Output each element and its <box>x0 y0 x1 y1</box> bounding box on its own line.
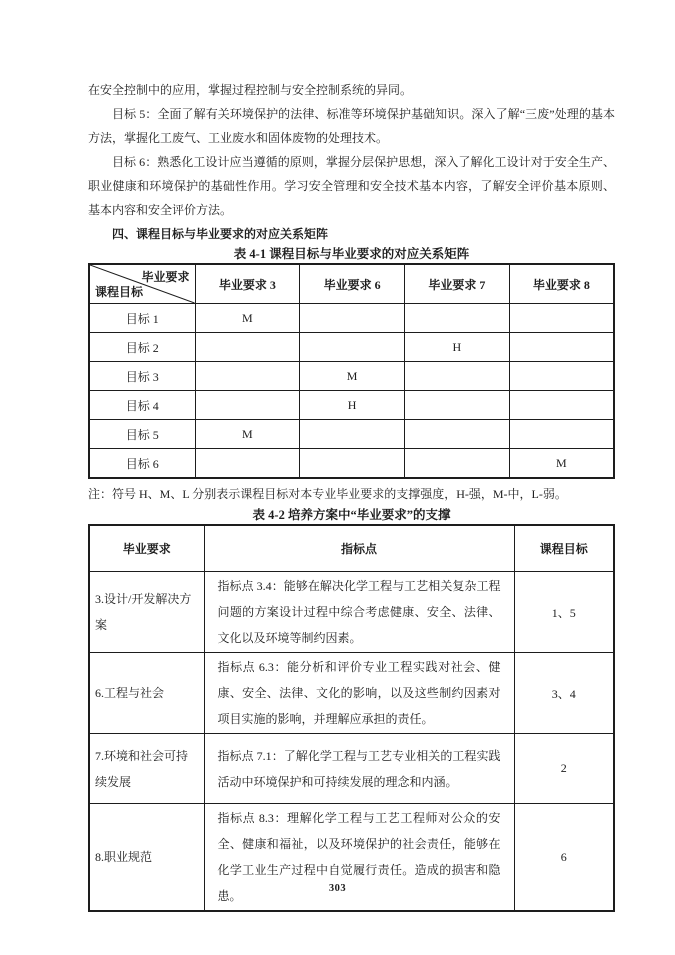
matrix-cell <box>509 391 614 420</box>
paragraph-goal-6: 目标 6：熟悉化工设计应当遵循的原则，掌握分层保护思想，深入了解化工设计对于安全生产、职业健康和环境保护的基础性作用。学习安全管理和安全技术基本内容，了解安全评价基本原则、基本内容和安全评价方法。 <box>88 155 615 217</box>
requirement-cell: 8.职业规范 <box>89 804 204 912</box>
goal-row-label: 目标 3 <box>89 362 195 391</box>
indicator-cell: 指标点 7.1：了解化学工程与工艺专业相关的工程实践活动中环境保护和可持续发展的理念和内涵。 <box>204 734 514 804</box>
matrix-cell <box>195 333 300 362</box>
matrix-cell <box>300 420 405 449</box>
table1-column-header: 毕业要求 7 <box>405 264 510 304</box>
course-goals-cell: 6 <box>514 804 614 912</box>
page-number: 303 <box>328 883 347 894</box>
table2-title: 表 4-2 培养方案中“毕业要求”的支撑 <box>252 508 451 522</box>
table1-header-row <box>89 264 614 304</box>
matrix-cell <box>509 304 614 333</box>
goal-row-label: 目标 1 <box>89 304 195 333</box>
table1-column-header: 毕业要求 3 <box>195 264 300 304</box>
matrix-cell <box>509 333 614 362</box>
matrix-cell: M <box>300 362 405 391</box>
paragraph-continuation: 在安全控制中的应用，掌握过程控制与安全控制系统的异同。 <box>88 83 413 97</box>
indicator-cell: 指标点 3.4：能够在解决化学工程与工艺相关复杂工程问题的方案设计过程中综合考虑健康、安全、法律、文化以及环境等制约因素。 <box>204 572 514 653</box>
matrix-cell <box>405 362 510 391</box>
matrix-cell <box>405 420 510 449</box>
corner-label-bottom: 课程目标 <box>95 285 144 299</box>
requirement-cell: 3.设计/开发解决方案 <box>89 572 204 653</box>
matrix-cell <box>405 391 510 420</box>
table2-column-header: 课程目标 <box>514 525 614 572</box>
course-goals-cell: 1、5 <box>514 572 614 653</box>
indicator-cell: 指标点 8.3：理解化学工程与工艺工程师对公众的安全、健康和福祉，以及环境保护的社会责任，能够在化学工业生产过程中自觉履行责任。造成的损害和隐患。 <box>204 804 514 912</box>
matrix-cell <box>300 304 405 333</box>
page-content <box>88 78 615 912</box>
matrix-cell <box>195 449 300 479</box>
table-row <box>89 304 614 333</box>
table-row <box>89 734 614 804</box>
matrix-cell <box>405 304 510 333</box>
table1-column-header: 毕业要求 6 <box>300 264 405 304</box>
table1-column-header: 毕业要求 8 <box>509 264 614 304</box>
table1-corner-cell <box>89 264 195 304</box>
requirement-cell: 7.环境和社会可持续发展 <box>89 734 204 804</box>
table-row <box>89 420 614 449</box>
corner-label-top: 毕业要求 <box>141 270 190 284</box>
table-row <box>89 362 614 391</box>
indicator-cell: 指标点 6.3：能分析和评价专业工程实践对社会、健康、安全、法律、文化的影响，以及这些制约因素对项目实施的影响，并理解应承担的责任。 <box>204 653 514 734</box>
table-row <box>89 333 614 362</box>
table-row <box>89 804 614 912</box>
table2-column-header: 毕业要求 <box>89 525 204 572</box>
goal-row-label: 目标 6 <box>89 449 195 479</box>
table-row <box>89 449 614 479</box>
table2-column-header: 指标点 <box>204 525 514 572</box>
paragraph-goal-5: 目标 5：全面了解有关环境保护的法律、标准等环境保护基础知识。深入了解“三废”处理的基本方法，掌握化工废气、工业废水和固体废物的处理技术。 <box>88 107 615 145</box>
table-row <box>89 653 614 734</box>
matrix-cell <box>195 362 300 391</box>
course-goals-cell: 3、4 <box>514 653 614 734</box>
goal-row-label: 目标 4 <box>89 391 195 420</box>
matrix-cell: M <box>195 304 300 333</box>
table-row <box>89 572 614 653</box>
matrix-cell <box>300 449 405 479</box>
goal-row-label: 目标 5 <box>89 420 195 449</box>
table-row <box>89 391 614 420</box>
section-heading: 四、课程目标与毕业要求的对应关系矩阵 <box>112 227 329 241</box>
matrix-cell <box>195 391 300 420</box>
table1-note: 注：符号 H、M、L 分别表示课程目标对本专业毕业要求的支撑强度，H-强，M-中，L-弱。 <box>88 487 567 501</box>
table-4-2-support <box>88 524 615 912</box>
matrix-cell <box>300 333 405 362</box>
requirement-cell: 6.工程与社会 <box>89 653 204 734</box>
table-4-1-matrix <box>88 263 615 479</box>
matrix-cell: M <box>195 420 300 449</box>
matrix-cell <box>509 362 614 391</box>
goal-row-label: 目标 2 <box>89 333 195 362</box>
matrix-cell: M <box>509 449 614 479</box>
matrix-cell <box>509 420 614 449</box>
course-goals-cell: 2 <box>514 734 614 804</box>
matrix-cell <box>405 449 510 479</box>
table2-header-row <box>89 525 614 572</box>
matrix-cell: H <box>300 391 405 420</box>
matrix-cell: H <box>405 333 510 362</box>
table1-title: 表 4-1 课程目标与毕业要求的对应关系矩阵 <box>233 247 470 261</box>
